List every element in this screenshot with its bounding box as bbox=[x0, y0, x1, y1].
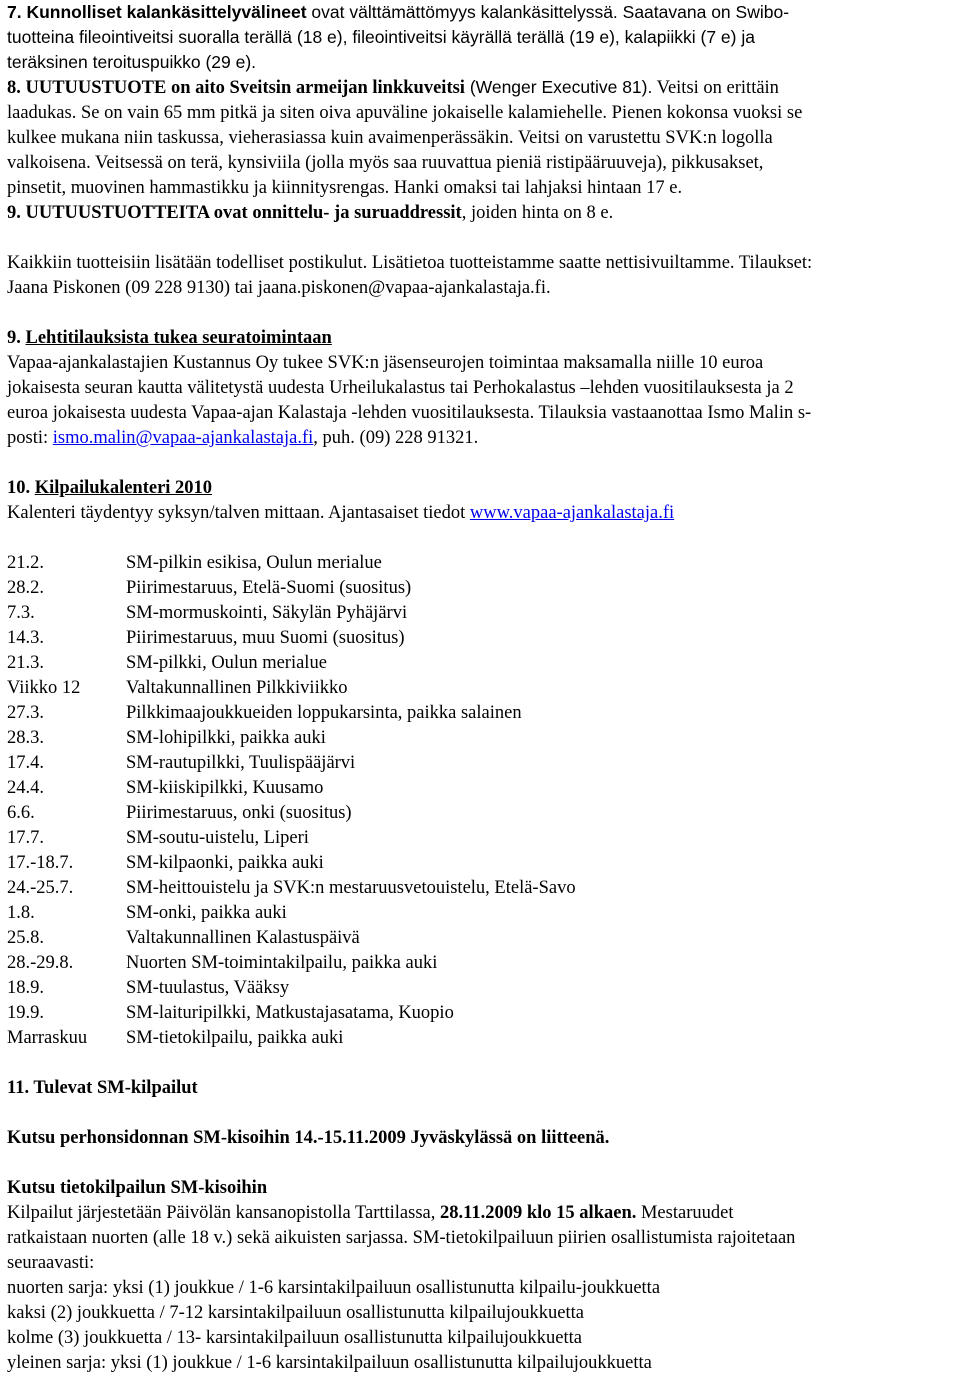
item-9-text: , joiden hinta on 8 e. bbox=[461, 203, 614, 223]
team-rule-line: yleinen sarja: yksi (1) joukkue / 1-6 karsintakilpailuun osallistunutta kilpailujoukkuetta bbox=[7, 1353, 652, 1373]
spacer bbox=[7, 301, 957, 326]
spacer bbox=[7, 1051, 957, 1076]
calendar-row bbox=[7, 601, 957, 626]
item-8-model: (Wenger Executive 81). bbox=[464, 77, 653, 97]
calendar-date: 6.6. bbox=[7, 803, 35, 823]
calendar-event: SM-laituripilkki, Matkustajasatama, Kuopio bbox=[126, 1003, 454, 1023]
calendar-row bbox=[7, 651, 957, 676]
calendar-date: 28.-29.8. bbox=[7, 953, 74, 973]
invite-line-1-a: Kilpailut järjestetään Päivölän kansanopistolla Tarttilassa, bbox=[7, 1203, 441, 1223]
section-10-title: Kilpailukalenteri 2010 bbox=[34, 478, 213, 498]
item-8-paragraph bbox=[7, 75, 957, 101]
item-8-line-5: pinsetit, muovinen hammastikku ja kiinnitysrengas. Hanki omaksi tai lahjaksi hintaan 17 e. bbox=[7, 178, 683, 198]
section-9-line-4 bbox=[7, 426, 957, 451]
team-rule-line: kaksi (2) joukkuetta / 7-12 karsintakilpailuun osallistunutta kilpailujoukkuetta bbox=[7, 1303, 584, 1323]
calendar-event: SM-soutu-uistelu, Liperi bbox=[126, 828, 309, 848]
invite-tietokilpailu-heading: Kutsu tietokilpailun SM-kisoihin bbox=[7, 1178, 268, 1198]
section-9-line-3: euroa jokaisesta uudesta Vapaa-ajan Kalastaja -lehden vuositilauksesta. Tilauksia vastaanottaa Ismo Malin s- bbox=[7, 403, 812, 423]
item-7-line-3: teräksinen teroituspuikko (29 e). bbox=[7, 52, 257, 72]
item-8-line-4: valkoisena. Veitsessä on terä, kynsiviila (jolla myös saa ruuvattua pieniä ristipääruuveja), pikkusakset, bbox=[7, 153, 764, 173]
calendar-row bbox=[7, 851, 957, 876]
calendar-event: SM-mormuskointi, Säkylän Pyhäjärvi bbox=[126, 603, 408, 623]
calendar-date: 17.-18.7. bbox=[7, 853, 74, 873]
section-11-heading: 11. Tulevat SM-kilpailut bbox=[7, 1078, 198, 1098]
item-7-text: ovat välttämättömyys kalankäsittelyssä. Saatavana on Swibo- bbox=[306, 2, 790, 22]
item-8-text: Veitsi on erittäin bbox=[652, 78, 779, 98]
calendar-event: SM-pilkki, Oulun merialue bbox=[126, 653, 327, 673]
calendar-event: Valtakunnallinen Pilkkiviikko bbox=[126, 678, 348, 698]
calendar-date: 24.-25.7. bbox=[7, 878, 74, 898]
calendar-date: Viikko 12 bbox=[7, 678, 81, 698]
calendar-date: 1.8. bbox=[7, 903, 35, 923]
postal-line-2: Jaana Piskonen (09 228 9130) tai jaana.piskonen@vapaa-ajankalastaja.fi. bbox=[7, 278, 551, 298]
section-10-number: 10. bbox=[7, 478, 35, 498]
item-8-line-3: kulkee mukana niin taskussa, vieherasiassa kuin avaimenperässäkin. Veitsi on varustettu SVK:n logolla bbox=[7, 128, 773, 148]
website-link[interactable]: www.vapaa-ajankalastaja.fi bbox=[469, 503, 675, 523]
section-10-heading bbox=[7, 476, 957, 501]
calendar-date: 28.3. bbox=[7, 728, 44, 748]
spacer bbox=[7, 226, 957, 251]
calendar-event: Piirimestaruus, Etelä-Suomi (suositus) bbox=[126, 578, 412, 598]
calendar-event: SM-heittouistelu ja SVK:n mestaruusvetouistelu, Etelä-Savo bbox=[126, 878, 576, 898]
section-9-line-1: Vapaa-ajankalastajien Kustannus Oy tukee SVK:n jäsenseurojen toimintaa maksamalla niille 10 euroa bbox=[7, 353, 764, 373]
team-rules-list bbox=[7, 1276, 957, 1376]
team-rule-line: nuorten sarja: yksi (1) joukkue / 1-6 karsintakilpailuun osallistunutta kilpailu-joukkuetta bbox=[7, 1278, 661, 1298]
calendar-date: 25.8. bbox=[7, 928, 44, 948]
email-link[interactable]: ismo.malin@vapaa-ajankalastaja.fi bbox=[52, 428, 314, 448]
calendar-row bbox=[7, 926, 957, 951]
calendar-row bbox=[7, 876, 957, 901]
calendar-date: Marraskuu bbox=[7, 1028, 88, 1048]
calendar-event: Piirimestaruus, onki (suositus) bbox=[126, 803, 352, 823]
spacer bbox=[7, 1101, 957, 1126]
document-page bbox=[7, 0, 957, 1376]
calendar-date: 27.3. bbox=[7, 703, 44, 723]
item-8-lead: 8. UUTUUSTUOTE on aito Sveitsin armeijan linkkuveitsi bbox=[7, 78, 465, 98]
calendar-date: 28.2. bbox=[7, 578, 44, 598]
invite-line-1-c: Mestaruudet bbox=[636, 1203, 734, 1223]
calendar-event: SM-kiiskipilkki, Kuusamo bbox=[126, 778, 324, 798]
invite-date-time: 28.11.2009 klo 15 alkaen. bbox=[440, 1203, 637, 1223]
email-prefix: posti: bbox=[7, 428, 53, 448]
section-9-heading bbox=[7, 326, 957, 351]
calendar-date: 14.3. bbox=[7, 628, 44, 648]
calendar-row bbox=[7, 726, 957, 751]
invite-perhonsidonta: Kutsu perhonsidonnan SM-kisoihin 14.-15.11.2009 Jyväskylässä on liitteenä. bbox=[7, 1128, 610, 1148]
calendar-row bbox=[7, 976, 957, 1001]
calendar-date: 19.9. bbox=[7, 1003, 44, 1023]
item-9-lead: 9. UUTUUSTUOTTEITA ovat onnittelu- ja suruaddressit bbox=[7, 203, 462, 223]
invite-line-2: ratkaistaan nuorten (alle 18 v.) sekä aikuisten sarjassa. SM-tietokilpailuun piirien osallistumista rajoitetaan bbox=[7, 1228, 796, 1248]
calendar-date: 7.3. bbox=[7, 603, 35, 623]
calendar-event: Piirimestaruus, muu Suomi (suositus) bbox=[126, 628, 405, 648]
item-7-line-2: tuotteina fileointiveitsi suoralla terällä (18 e), fileointiveitsi käyrällä terällä (19 e), kalapiikki (7 e) ja bbox=[7, 27, 755, 47]
spacer bbox=[7, 526, 957, 551]
invite-line-3: seuraavasti: bbox=[7, 1253, 95, 1273]
calendar-row bbox=[7, 701, 957, 726]
calendar-row bbox=[7, 576, 957, 601]
spacer bbox=[7, 1151, 957, 1176]
calendar-event: SM-onki, paikka auki bbox=[126, 903, 287, 923]
calendar-event: SM-kilpaonki, paikka auki bbox=[126, 853, 324, 873]
section-9-line-2: jokaisesta seuran kautta välitetystä uudesta Urheilukalastus tai Perhokalastus –lehden vuositilauksesta ja 2 bbox=[7, 378, 794, 398]
item-9-paragraph bbox=[7, 201, 957, 226]
item-8-line-2: laadukas. Se on vain 65 mm pitkä ja siten oiva apuväline jokaiselle kalamiehelle. Pienen kokonsa vuoksi se bbox=[7, 103, 803, 123]
section-9-title: Lehtitilauksista tukea seuratoimintaan bbox=[25, 328, 332, 348]
section-9-number: 9. bbox=[7, 328, 26, 348]
calendar-event: SM-tietokilpailu, paikka auki bbox=[126, 1028, 344, 1048]
calendar-row bbox=[7, 951, 957, 976]
calendar-row bbox=[7, 676, 957, 701]
calendar-date: 18.9. bbox=[7, 978, 44, 998]
calendar-date: 21.3. bbox=[7, 653, 44, 673]
calendar-event: SM-pilkin esikisa, Oulun merialue bbox=[126, 553, 382, 573]
item-7-lead: 7. Kunnolliset kalankäsittelyvälineet bbox=[7, 2, 307, 22]
calendar-event: Pilkkimaajoukkueiden loppukarsinta, paikka salainen bbox=[126, 703, 522, 723]
invite-line-1 bbox=[7, 1201, 957, 1226]
spacer bbox=[7, 451, 957, 476]
calendar-date: 21.2. bbox=[7, 553, 44, 573]
calendar-date: 24.4. bbox=[7, 778, 44, 798]
calendar-row bbox=[7, 826, 957, 851]
calendar-event: Nuorten SM-toimintakilpailu, paikka auki bbox=[126, 953, 438, 973]
competition-calendar bbox=[7, 551, 957, 1051]
calendar-row bbox=[7, 1026, 957, 1051]
section-10-intro-text: Kalenteri täydentyy syksyn/talven mittaan. Ajantasaiset tiedot bbox=[7, 503, 470, 523]
postal-line-1: Kaikkiin tuotteisiin lisätään todelliset postikulut. Lisätietoa tuotteistamme saatte nettisivuiltamme. Tilaukset: bbox=[7, 253, 813, 273]
item-7-paragraph bbox=[7, 0, 957, 25]
phone-text: , puh. (09) 228 91321. bbox=[313, 428, 479, 448]
calendar-event: SM-tuulastus, Vääksy bbox=[126, 978, 290, 998]
calendar-row bbox=[7, 801, 957, 826]
calendar-row bbox=[7, 901, 957, 926]
calendar-event: SM-rautupilkki, Tuulispääjärvi bbox=[126, 753, 356, 773]
calendar-row bbox=[7, 1001, 957, 1026]
calendar-row bbox=[7, 776, 957, 801]
calendar-event: Valtakunnallinen Kalastuspäivä bbox=[126, 928, 360, 948]
team-rule-line: kolme (3) joukkuetta / 13- karsintakilpailuun osallistunutta kilpailujoukkuetta bbox=[7, 1328, 582, 1348]
calendar-date: 17.4. bbox=[7, 753, 44, 773]
calendar-event: SM-lohipilkki, paikka auki bbox=[126, 728, 326, 748]
calendar-row bbox=[7, 751, 957, 776]
section-10-intro bbox=[7, 501, 957, 526]
calendar-row bbox=[7, 626, 957, 651]
calendar-date: 17.7. bbox=[7, 828, 44, 848]
calendar-row bbox=[7, 551, 957, 576]
